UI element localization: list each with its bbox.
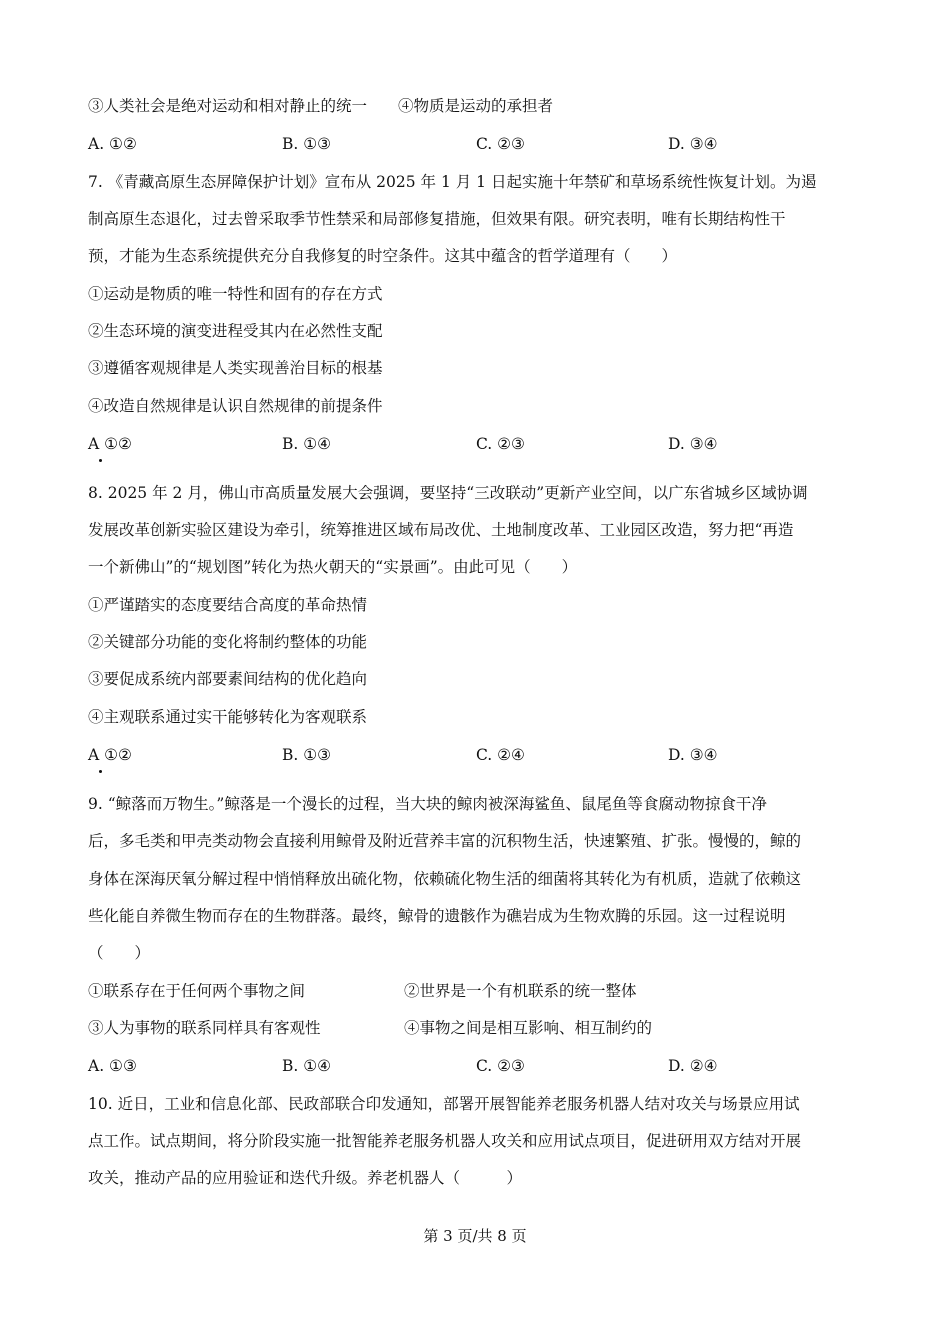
q8-stem-line: 一个新佛山”的“规划图”转化为热火朝天的“实景画”。由此可见（ ） <box>88 558 578 576</box>
q7-option-a: A ①② <box>88 435 132 453</box>
q8-statement: ④主观联系通过实干能够转化为客观联系 <box>88 708 368 726</box>
q9-stem-line: 后，多毛类和甲壳类动物会直接利用鲸骨及附近营养丰富的沉积物生活，快速繁殖、扩张。慢慢的，鲸的 <box>88 832 802 850</box>
q9-option-b: B. ①④ <box>282 1057 332 1075</box>
q6-statements-3-4: ③人类社会是绝对运动和相对静止的统一 ④物质是运动的承担者 <box>88 97 554 115</box>
q8-statement: ①严谨踏实的态度要结合高度的革命热情 <box>88 596 368 614</box>
q7-statement: ④改造自然规律是认识自然规律的前提条件 <box>88 397 383 415</box>
q9-option-a: A. ①③ <box>88 1057 137 1075</box>
q7-stem-line: 制高原生态退化，过去曾采取季节性禁采和局部修复措施，但效果有限。研究表明，唯有长期结构性干 <box>88 210 786 228</box>
q7-option-b: B. ①④ <box>282 435 332 453</box>
q9-option-c: C. ②③ <box>476 1057 525 1075</box>
q10-stem-line: 点工作。试点期间，将分阶段实施一批智能养老服务机器人攻关和应用试点项目，促进研用双方结对开展 <box>88 1132 802 1150</box>
q9-stem-line: （ ） <box>88 944 151 962</box>
q9-stem-line: 9. “鲸落而万物生。”鲸落是一个漫长的过程，当大块的鲸肉被深海鲨鱼、鼠尾鱼等食腐动物掠食干净 <box>88 795 767 813</box>
q6-option-a: A. ①② <box>88 135 137 153</box>
page-number: 第 3 页/共 8 页 <box>423 1227 527 1245</box>
q9-statement: ②世界是一个有机联系的统一整体 <box>404 982 637 1000</box>
q7-stem-line: 预，才能为生态系统提供充分自我修复的时空条件。这其中蕴含的哲学道理有（ ） <box>88 247 678 265</box>
q7-option-c: C. ②③ <box>476 435 525 453</box>
q10-stem-line: 攻关，推动产品的应用验证和迭代升级。养老机器人（ ） <box>88 1169 523 1187</box>
q8-stem-line: 8. 2025 年 2 月，佛山市高质量发展大会强调，要坚持“三改联动”更新产业空间，以广东省城乡区域协调 <box>88 484 808 502</box>
emphasis-dot <box>99 770 102 773</box>
q7-statement: ③遵循客观规律是人类实现善治目标的根基 <box>88 359 383 377</box>
q6-option-b: B. ①③ <box>282 135 332 153</box>
q7-stem-line: 7. 《青藏高原生态屏障保护计划》宣布从 2025 年 1 月 1 日起实施十年禁矿和草场系统性恢复计划。为遏 <box>88 173 817 191</box>
q8-option-d: D. ③④ <box>668 746 718 764</box>
q9-option-d: D. ②④ <box>668 1057 718 1075</box>
q8-option-a: A ①② <box>88 746 132 764</box>
q8-option-b: B. ①③ <box>282 746 332 764</box>
q9-statement: ④事物之间是相互影响、相互制约的 <box>404 1019 653 1037</box>
q9-statement: ①联系存在于任何两个事物之间 <box>88 982 306 1000</box>
q7-statement: ②生态环境的演变进程受其内在必然性支配 <box>88 322 383 340</box>
q9-stem-line: 身体在深海厌氧分解过程中悄悄释放出硫化物，依赖硫化物生活的细菌将其转化为有机质，造就了依赖这 <box>88 870 802 888</box>
q7-statement: ①运动是物质的唯一特性和固有的存在方式 <box>88 285 383 303</box>
q9-stem-line: 些化能自养微生物而存在的生物群落。最终，鲸骨的遗骸作为礁岩成为生物欢腾的乐园。这一过程说明 <box>88 907 786 925</box>
q8-stem-line: 发展改革创新实验区建设为牵引，统筹推进区域布局改优、土地制度改革、工业园区改造，努力把“再造 <box>88 521 794 539</box>
q6-option-c: C. ②③ <box>476 135 525 153</box>
q8-statement: ③要促成系统内部要素间结构的优化趋向 <box>88 670 368 688</box>
q7-option-d: D. ③④ <box>668 435 718 453</box>
q9-statement: ③人为事物的联系同样具有客观性 <box>88 1019 321 1037</box>
q8-option-c: C. ②④ <box>476 746 525 764</box>
q8-statement: ②关键部分功能的变化将制约整体的功能 <box>88 633 368 651</box>
emphasis-dot <box>99 459 102 462</box>
q10-stem-line: 10. 近日，工业和信息化部、民政部联合印发通知，部署开展智能养老服务机器人结对攻关与场景应用试 <box>88 1095 800 1113</box>
q6-option-d: D. ③④ <box>668 135 718 153</box>
